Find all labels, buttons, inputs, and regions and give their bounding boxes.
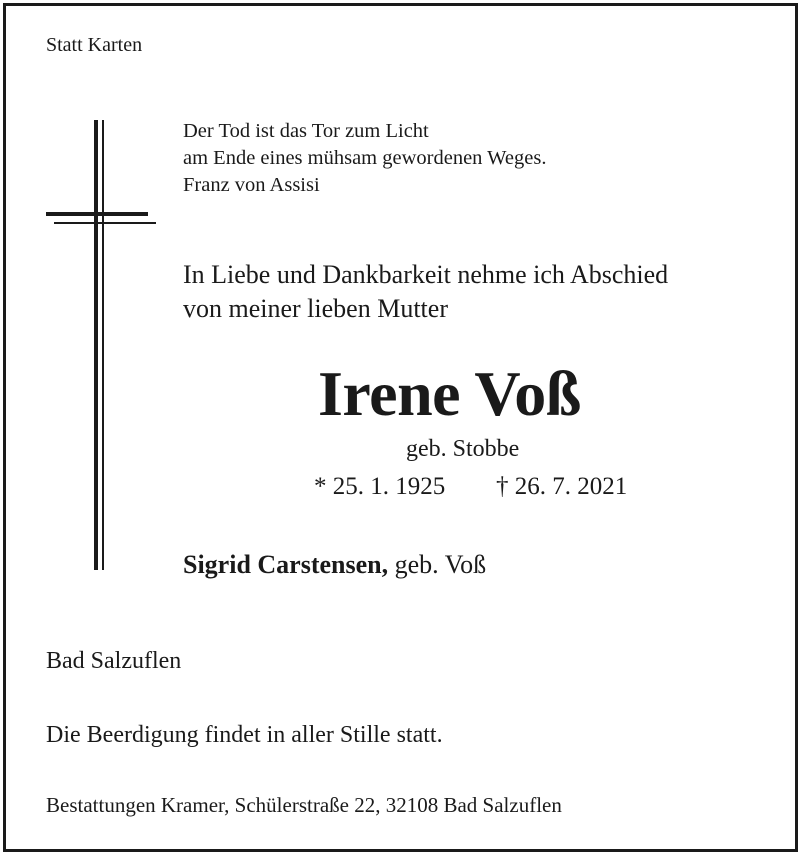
quote-author: Franz von Assisi xyxy=(183,174,320,196)
cross-horizontal-bar-thin xyxy=(54,222,156,224)
intro-line-1: In Liebe und Dankbarkeit nehme ich Abschied xyxy=(183,260,669,289)
intro-line-2: von meiner lieben Mutter xyxy=(183,294,448,323)
funeral-note: Die Beerdigung findet in aller Stille statt. xyxy=(46,722,443,748)
cross-horizontal-bar-thick xyxy=(46,212,148,216)
mourner-maiden-name: geb. Voß xyxy=(388,550,487,579)
cross-vertical-bar-thick xyxy=(94,120,98,570)
birth-date: * 25. 1. 1925 xyxy=(314,473,446,500)
quote-block xyxy=(183,118,546,199)
maiden-name: geb. Stobbe xyxy=(406,436,520,462)
cross-vertical-bar-thin xyxy=(102,120,104,570)
intro-block xyxy=(183,258,668,326)
quote-line-1: Der Tod ist das Tor zum Licht xyxy=(183,120,429,142)
death-date: † 26. 7. 2021 xyxy=(496,473,628,500)
mourner-name: Sigrid Carstensen, xyxy=(183,550,389,579)
undertaker-address: Bestattungen Kramer, Schülerstraße 22, 32108 Bad Salzuflen xyxy=(46,793,562,817)
statt-karten-label: Statt Karten xyxy=(46,34,143,56)
quote-line-2: am Ende eines mühsam gewordenen Weges. xyxy=(183,147,547,169)
place-name: Bad Salzuflen xyxy=(46,648,182,674)
deceased-name: Irene Voß xyxy=(318,358,581,429)
mourner-line xyxy=(183,549,486,581)
